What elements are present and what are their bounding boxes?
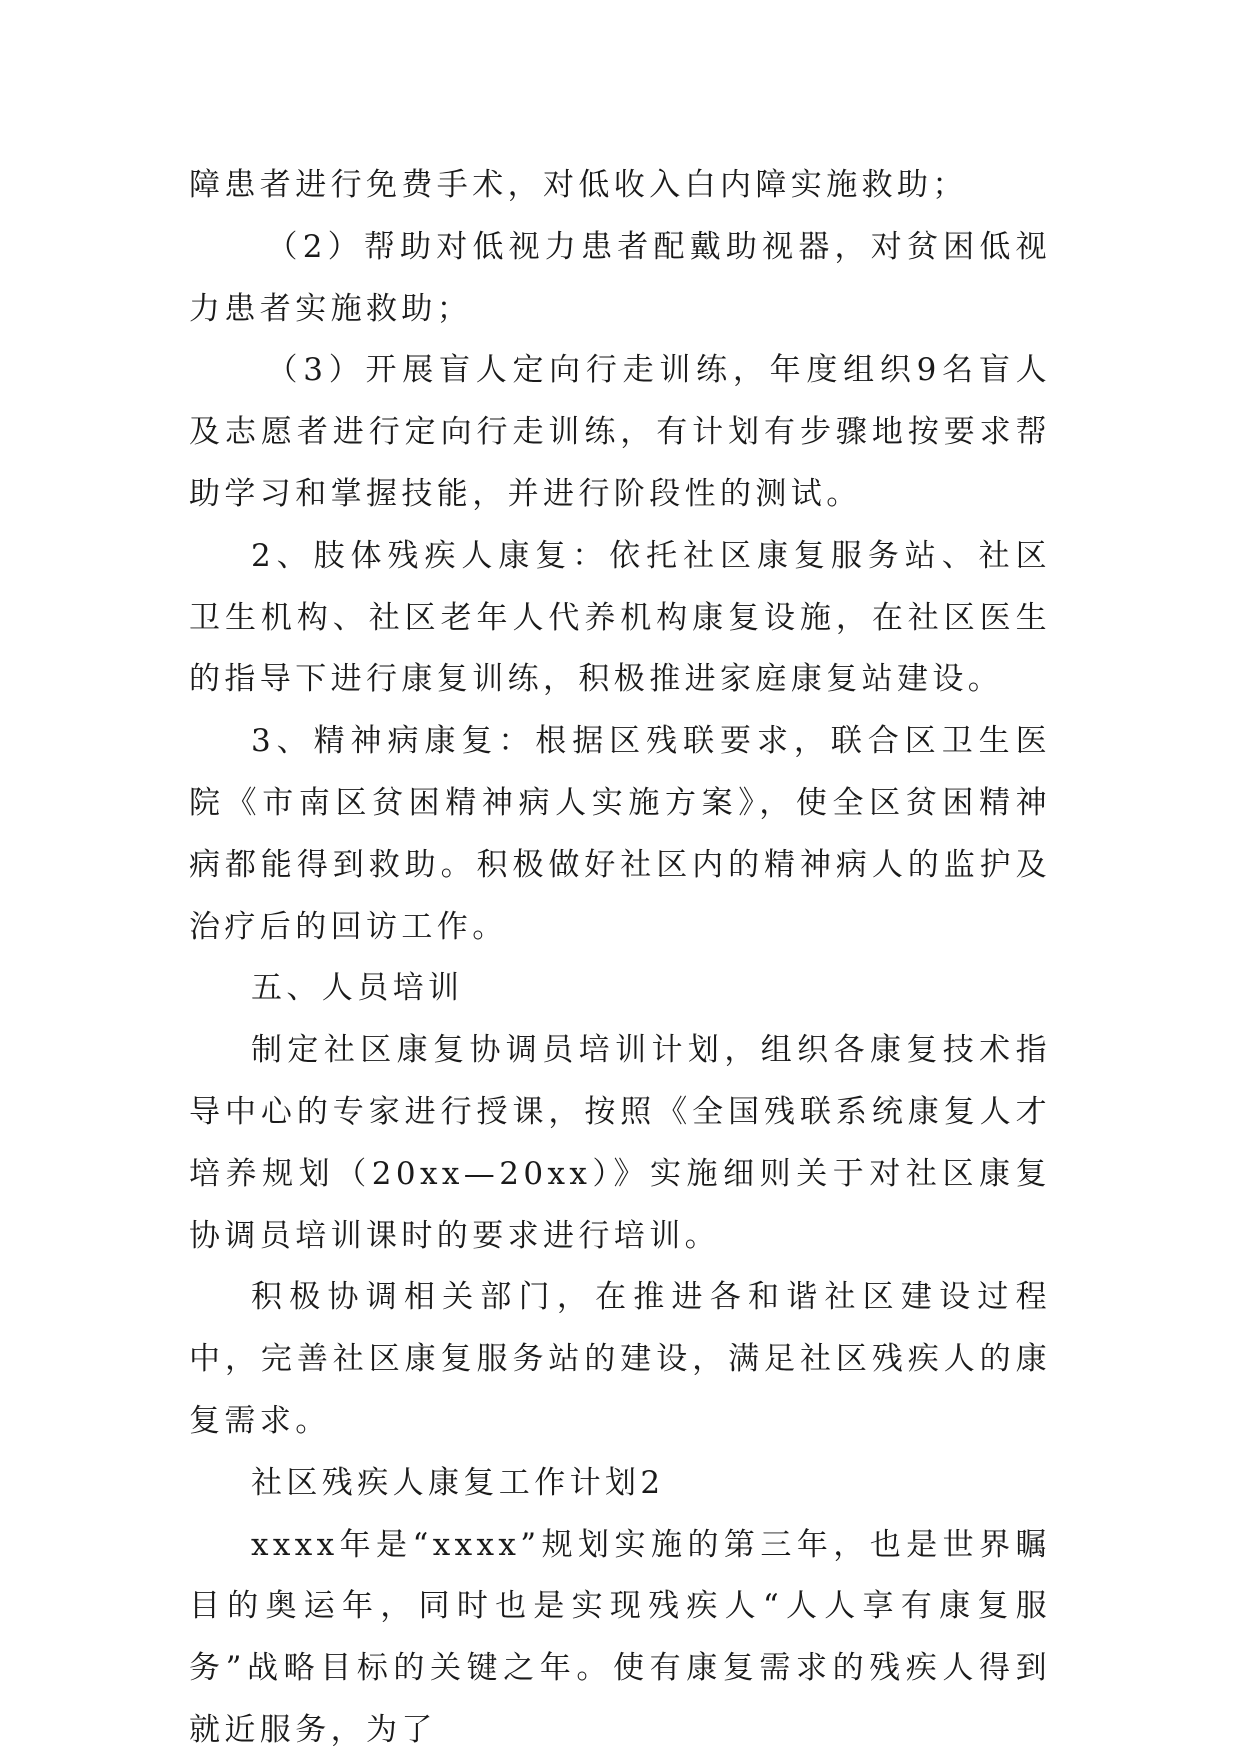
- paragraph-item-2: （2）帮助对低视力患者配戴助视器，对贫困低视力患者实施救助；: [189, 228, 1051, 327]
- section-title-plan-2: 社区残疾人康复工作计划2: [251, 1464, 665, 1501]
- paragraph-limb-rehab: 2、肢体残疾人康复：依托社区康复服务站、社区卫生机构、社区老年人代养机构康复设施，在社区医生的指导下进行康复训练，积极推进家庭康复站建设。: [189, 537, 1051, 698]
- paragraph-mental-rehab: 3、精神病康复：根据区残联要求，联合区卫生医院《市南区贫困精神病人实施方案》，使全区贫困精神病都能得到救助。积极做好社区内的精神病人的监护及治疗后的回访工作。: [189, 723, 1051, 945]
- paragraph-coordination: 积极协调相关部门，在推进各和谐社区建设过程中，完善社区康复服务站的建设，满足社区残疾人的康复需求。: [189, 1279, 1051, 1439]
- paragraph-continuation: 障患者进行免费手术，对低收入白内障实施救助；: [189, 167, 968, 203]
- paragraph-plan-2-intro: xxxx年是“xxxx”规划实施的第三年，也是世界瞩目的奥运年，同时也是实现残疾人“人人享有康复服务”战略目标的关键之年。使有康复需求的残疾人得到就近服务，为了: [189, 1526, 1051, 1748]
- document-body: [189, 155, 1051, 1762]
- paragraph-training-plan: 制定社区康复协调员培训计划，组织各康复技术指导中心的专家进行授课，按照《全国残联系统康复人才培养规划（20xx—20xx）》实施细则关于对社区康复协调员培训课时的要求进行培训。: [189, 1032, 1051, 1254]
- section-heading-training: 五、人员培训: [251, 970, 464, 1007]
- paragraph-item-3: （3）开展盲人定向行走训练，年度组织9名盲人及志愿者进行定向行走训练，有计划有步骤地按要求帮助学习和掌握技能，并进行阶段性的测试。: [189, 352, 1051, 512]
